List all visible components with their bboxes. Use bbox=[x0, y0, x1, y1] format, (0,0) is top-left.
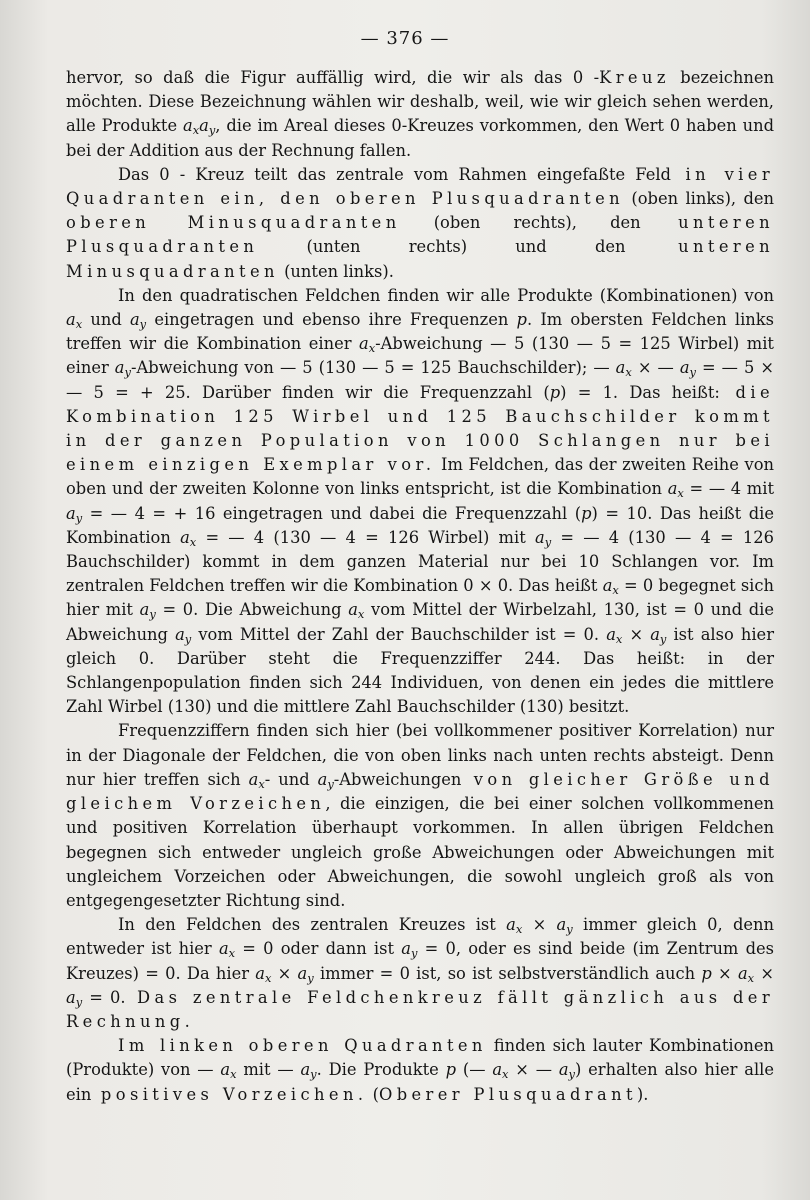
page-number: — 376 — bbox=[360, 28, 450, 49]
paragraph-1: hervor, so daß die Figur auffällig wird, die wir als das 0 -Kreuz bezeichnen möchten. Diese Bezeichnung wählen wir deshalb, weil, wie wir gleich sehen werden, alle Produkte $a_xa_y$, die im Areal dieses 0-Kreuzes vorkommen, den Wert 0 haben und bei der Addition aus der Rechnung fallen. bbox=[66, 68, 774, 160]
paragraph-4: Frequenzziffern finden sich hier (bei vollkommener positiver Korrelation) nur in der Diagonale der Feldchen, die von oben links nach unten rechts absteigt. Denn nur hier treffen sich $a_x-$ und $a_y$-Abweichungen von gleicher Größe und gleichem Vorzeichen, die einzigen, die bei einer solchen vollkommenen und positiven Korrelation überhaupt vorkommen. In allen übrigen Feldchen begegnen sich entweder ungleich große Abweichungen oder Abweichungen mit ungleichem Vorzeichen oder Abweichungen, die sowohl ungleich groß als von entgegengesetzter Richtung sind. bbox=[66, 721, 775, 910]
paragraph-6: Im linken oberen Quadranten finden sich lauter Kombinationen (Produkte) von — $a_x$ mit — $a_y$. Die Produkte p (— $a_x$ × — $a_y$) erhalten also hier alle ein positives Vorzeichen. (Oberer Plusquadrant). bbox=[66, 1036, 775, 1104]
body-text bbox=[66, 66, 774, 1107]
paragraph-5: In den Feldchen des zentralen Kreuzes ist $a_x \times a_y$ immer gleich 0, denn entweder ist hier $a_x = 0$ oder dann ist $a_y = 0$, oder es sind beide (im Zentrum des Kreuzes) = 0. Da hier $a_x \times a_y$ immer = 0 ist, so ist selbstverständlich auch $p \times a_x \times a_y = 0$. Das zentrale Feldchenkreuz fällt gänzlich aus der Rechnung. bbox=[66, 915, 775, 1031]
paragraph-3: In den quadratischen Feldchen finden wir alle Produkte (Kombinationen) von $a_x$ und $a_y$ eingetragen und ebenso ihre Frequenzen p. Im obersten Feldchen links treffen wir die Kombination einer $a_x$-Abweichung — 5 (130 — 5 = 125 Wirbel) mit einer $a_y$-Abweichung von — 5 (130 — 5 = 125 Bauchschilder); — $a_x$ × — $a_y$ = — 5 × — 5 = + 25. Darüber finden wir die Frequenzzahl (p) = 1. Das heißt: die Kombination 125 Wirbel und 125 Bauchschilder kommt in der ganzen Population von 1000 Schlangen nur bei einem einzigen Exemplar vor. Im Feldchen, das der zweiten Reihe von oben und der zweiten Kolonne von links entspricht, ist die Kombination $a_x$ = — 4 mit $a_y$ = — 4 = + 16 eingetragen und dabei die Frequenzzahl (p) = 10. Das heißt die Kombination $a_x$ = — 4 (130 — 4 = 126 Wirbel) mit $a_y$ = — 4 (130 — 4 = 126 Bauchschilder) kommt in dem ganzen Material nur bei 10 Schlangen vor. Im zentralen Feldchen treffen wir die Kombination 0 × 0. Das heißt $a_x = 0$ begegnet sich hier mit $a_y = 0$. Die Abweichung $a_x$ vom Mittel der Wirbelzahl, 130, ist = 0 und die Abweichung $a_y$ vom Mittel der Zahl der Bauchschilder ist = 0. $a_x \times a_y$ ist also hier gleich 0. Darüber steht die Frequenzziffer 244. Das heißt: in der Schlangenpopulation finden sich 244 Individuen, von denen ein jedes die mittlere Zahl Wirbel (130) und die mittlere Zahl Bauchschilder (130) besitzt. bbox=[66, 285, 775, 717]
paragraph-2: Das 0 - Kreuz teilt das zentrale vom Rahmen eingefaßte Feld in vier Quadranten ein, den oberen Plusquadranten (oben links), den oberen Minusquadranten (oben rechts), den unteren Plusquadranten (unten rechts) und den unteren Minusquadranten (unten links). bbox=[66, 164, 775, 281]
